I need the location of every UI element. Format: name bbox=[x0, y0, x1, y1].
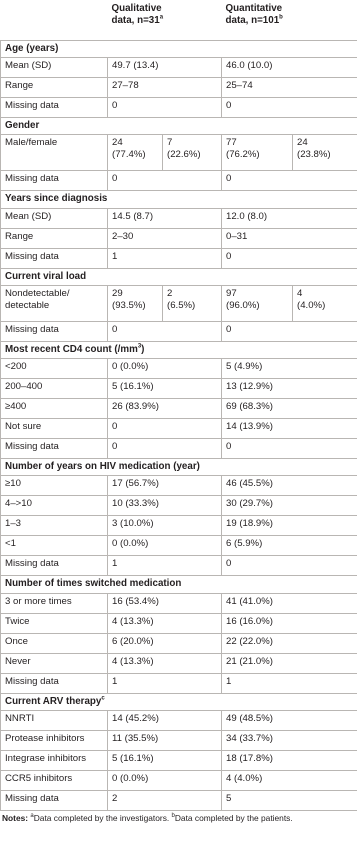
cell-quantitative: 25–74 bbox=[222, 78, 357, 98]
cell-line: (6.5%) bbox=[167, 299, 196, 311]
cell-q2 bbox=[163, 135, 222, 171]
row-label: Mean (SD) bbox=[1, 208, 108, 228]
table-row bbox=[1, 399, 357, 419]
table-row bbox=[1, 228, 357, 248]
split-row bbox=[1, 135, 357, 171]
row-label: Protease inhibitors bbox=[1, 730, 108, 750]
row-label: ≥400 bbox=[1, 399, 108, 419]
cell-qualitative: 2–30 bbox=[108, 228, 222, 248]
cell-qualitative: 14 (45.2%) bbox=[108, 710, 222, 730]
row-label: <200 bbox=[1, 359, 108, 379]
section-row bbox=[1, 576, 357, 593]
cell-qualitative: 14.5 (8.7) bbox=[108, 208, 222, 228]
table-row bbox=[1, 419, 357, 439]
cell-line: (22.6%) bbox=[167, 149, 201, 161]
row-label: 200–400 bbox=[1, 379, 108, 399]
table-row bbox=[1, 321, 357, 341]
section-row bbox=[1, 268, 357, 285]
cell-n1 bbox=[222, 285, 293, 321]
cell-qualitative: 6 (20.0%) bbox=[108, 633, 222, 653]
cell-line: 24 bbox=[297, 137, 308, 149]
cell-line: (96.0%) bbox=[226, 299, 260, 311]
row-label: <1 bbox=[1, 536, 108, 556]
section-row bbox=[1, 41, 357, 58]
table-row bbox=[1, 516, 357, 536]
cell-quantitative: 6 (5.9%) bbox=[222, 536, 357, 556]
cell-quantitative: 21 (21.0%) bbox=[222, 653, 357, 673]
section-title-text: Age (years) bbox=[5, 43, 59, 54]
cell-qualitative: 27–78 bbox=[108, 78, 222, 98]
cell-qualitative: 5 (16.1%) bbox=[108, 379, 222, 399]
cell-qualitative: 0 (0.0%) bbox=[108, 770, 222, 790]
header-blank-cell bbox=[1, 0, 108, 41]
row-label: Range bbox=[1, 78, 108, 98]
row-label: Twice bbox=[1, 613, 108, 633]
cell-qualitative: 0 bbox=[108, 419, 222, 439]
cell-quantitative: 41 (41.0%) bbox=[222, 593, 357, 613]
cell-quantitative: 0 bbox=[222, 171, 357, 191]
section-title-text: Current ARV therapy bbox=[5, 695, 102, 707]
section-title bbox=[1, 41, 357, 58]
table-row bbox=[1, 710, 357, 730]
row-label: Never bbox=[1, 653, 108, 673]
cell-qualitative: 0 (0.0%) bbox=[108, 359, 222, 379]
cell-quantitative: 5 bbox=[222, 790, 357, 810]
cell-qualitative: 2 bbox=[108, 790, 222, 810]
cell-qualitative: 4 (13.3%) bbox=[108, 653, 222, 673]
table-row bbox=[1, 633, 357, 653]
row-label: Missing data bbox=[1, 790, 108, 810]
cell-quantitative: 4 (4.0%) bbox=[222, 770, 357, 790]
cell-qualitative: 16 (53.4%) bbox=[108, 593, 222, 613]
section-title-text: Current viral load bbox=[5, 270, 87, 282]
cell-qualitative: 10 (33.3%) bbox=[108, 496, 222, 516]
row-label: NNRTI bbox=[1, 710, 108, 730]
cell-label bbox=[1, 135, 108, 171]
cell-qualitative: 3 (10.0%) bbox=[108, 516, 222, 536]
cell-quantitative: 30 (29.7%) bbox=[222, 496, 357, 516]
cell-quantitative: 14 (13.9%) bbox=[222, 419, 357, 439]
table-row bbox=[1, 750, 357, 770]
cell-qualitative: 49.7 (13.4) bbox=[108, 58, 222, 78]
row-label: 4–>10 bbox=[1, 496, 108, 516]
header-quantitative: Quantitative data, $n=101^b$ bbox=[225, 3, 283, 27]
cell-quantitative: 34 (33.7%) bbox=[222, 730, 357, 750]
table-row bbox=[1, 248, 357, 268]
cell-q1 bbox=[108, 135, 163, 171]
cell-quantitative: 12.0 (8.0) bbox=[222, 208, 357, 228]
table-row bbox=[1, 496, 357, 516]
cell-n2 bbox=[293, 135, 357, 171]
section-title bbox=[1, 268, 357, 285]
header-qualitative: Qualitative data, $n=31^a$ bbox=[111, 3, 164, 27]
cell-line: (4.0%) bbox=[297, 299, 326, 311]
cell-quantitative: 46.0 (10.0) bbox=[222, 58, 357, 78]
section-title bbox=[1, 693, 357, 710]
cell-qualitative: 0 (0.0%) bbox=[108, 536, 222, 556]
cell-quantitative: 0 bbox=[222, 321, 357, 341]
section-title-text: Most recent CD4 count (/mm bbox=[5, 343, 138, 355]
row-label: Range bbox=[1, 228, 108, 248]
cell-qualitative: 1 bbox=[108, 248, 222, 268]
row-label: 1–3 bbox=[1, 516, 108, 536]
row-label: Mean (SD) bbox=[1, 58, 108, 78]
cell-qualitative: 4 (13.3%) bbox=[108, 613, 222, 633]
cell-line: (23.8%) bbox=[297, 149, 331, 161]
cell-line: detectable bbox=[5, 299, 50, 311]
row-label: 3 or more times bbox=[1, 593, 108, 613]
cell-quantitative: 1 bbox=[222, 673, 357, 693]
cell-quantitative: 69 (68.3%) bbox=[222, 399, 357, 419]
cell-line: Nondetectable/ bbox=[5, 287, 70, 299]
cell-quantitative: 19 (18.9%) bbox=[222, 516, 357, 536]
row-label: Missing data bbox=[1, 673, 108, 693]
table-row bbox=[1, 536, 357, 556]
cell-qualitative: 0 bbox=[108, 439, 222, 459]
table-notes: Notes: $^a$Data completed by the investigators. $^b$Data completed by the patients. bbox=[2, 812, 293, 823]
cell-line: 4 bbox=[297, 287, 303, 299]
cell-qualitative: 1 bbox=[108, 673, 222, 693]
cell-quantitative: 13 (12.9%) bbox=[222, 379, 357, 399]
table-row bbox=[1, 98, 357, 118]
table-row bbox=[1, 593, 357, 613]
cell-label bbox=[1, 285, 108, 321]
cell-qualitative: 0 bbox=[108, 321, 222, 341]
cell-quantitative: 0 bbox=[222, 556, 357, 576]
section-row bbox=[1, 341, 357, 358]
table-row bbox=[1, 359, 357, 379]
section-title bbox=[1, 191, 357, 208]
split-row bbox=[1, 285, 357, 321]
cell-qualitative: 0 bbox=[108, 98, 222, 118]
table-row bbox=[1, 653, 357, 673]
table-row bbox=[1, 58, 357, 78]
table-header-row bbox=[1, 0, 357, 41]
cell-line: 24 bbox=[112, 137, 123, 149]
table-row bbox=[1, 476, 357, 496]
cell-line: (77.4%) bbox=[112, 149, 146, 161]
cell-quantitative: 18 (17.8%) bbox=[222, 750, 357, 770]
cell-line: (93.5%) bbox=[112, 299, 146, 311]
cell-qualitative: 5 (16.1%) bbox=[108, 750, 222, 770]
table-row bbox=[1, 730, 357, 750]
cell-quantitative: 46 (45.5%) bbox=[222, 476, 357, 496]
section-row bbox=[1, 693, 357, 710]
row-label: ≥10 bbox=[1, 476, 108, 496]
row-label: Missing data bbox=[1, 556, 108, 576]
row-label: Missing data bbox=[1, 248, 108, 268]
cell-quantitative: 22 (22.0%) bbox=[222, 633, 357, 653]
cell-qualitative: 1 bbox=[108, 556, 222, 576]
table-row bbox=[1, 171, 357, 191]
section-title-tail: ) bbox=[141, 343, 145, 355]
cell-quantitative: 0 bbox=[222, 98, 357, 118]
cell-qualitative: 11 (35.5%) bbox=[108, 730, 222, 750]
cell-quantitative: 49 (48.5%) bbox=[222, 710, 357, 730]
cell-quantitative: 0–31 bbox=[222, 228, 357, 248]
cell-line: 7 bbox=[167, 137, 173, 149]
section-title-text: Years since diagnosis bbox=[5, 193, 108, 205]
cell-line: 2 bbox=[167, 287, 173, 299]
section-title-text: Gender bbox=[5, 120, 40, 132]
cell-q2 bbox=[163, 285, 222, 321]
table-row bbox=[1, 790, 357, 810]
section-title bbox=[1, 576, 357, 593]
cell-line: 77 bbox=[226, 137, 237, 149]
row-label: CCR5 inhibitors bbox=[1, 770, 108, 790]
cell-quantitative: 5 (4.9%) bbox=[222, 359, 357, 379]
row-label: Integrase inhibitors bbox=[1, 750, 108, 770]
row-label: Missing data bbox=[1, 98, 108, 118]
cell-quantitative: 0 bbox=[222, 248, 357, 268]
row-label: Missing data bbox=[1, 439, 108, 459]
row-label: Not sure bbox=[1, 419, 108, 439]
cell-qualitative: 17 (56.7%) bbox=[108, 476, 222, 496]
table-row bbox=[1, 673, 357, 693]
section-title-sup: c bbox=[101, 695, 105, 702]
cell-line: (76.2%) bbox=[226, 149, 260, 161]
table-row bbox=[1, 208, 357, 228]
cell-line: Male/female bbox=[5, 137, 58, 149]
section-row bbox=[1, 118, 357, 135]
table-row bbox=[1, 379, 357, 399]
cell-qualitative: 26 (83.9%) bbox=[108, 399, 222, 419]
section-title bbox=[1, 118, 357, 135]
table-row bbox=[1, 613, 357, 633]
section-title-text: Number of times switched medication bbox=[5, 578, 182, 590]
section-title bbox=[1, 459, 357, 476]
cell-quantitative: 0 bbox=[222, 439, 357, 459]
section-title bbox=[1, 341, 357, 358]
cell-n2 bbox=[293, 285, 357, 321]
cell-q1 bbox=[108, 285, 163, 321]
table-body bbox=[1, 0, 357, 810]
table-row bbox=[1, 439, 357, 459]
row-label: Missing data bbox=[1, 321, 108, 341]
section-title-sup: 3 bbox=[137, 343, 142, 350]
row-label: Once bbox=[1, 633, 108, 653]
cell-line: 29 bbox=[112, 287, 123, 299]
cell-line: 97 bbox=[226, 287, 237, 299]
table-row bbox=[1, 556, 357, 576]
section-row bbox=[1, 191, 357, 208]
row-label: Missing data bbox=[1, 171, 108, 191]
table-row bbox=[1, 770, 357, 790]
table-row bbox=[1, 78, 357, 98]
cell-qualitative: 0 bbox=[108, 171, 222, 191]
cell-quantitative: 16 (16.0%) bbox=[222, 613, 357, 633]
section-row bbox=[1, 459, 357, 476]
cell-n1 bbox=[222, 135, 293, 171]
section-title-text: Number of years on HIV medication (year) bbox=[5, 461, 200, 473]
